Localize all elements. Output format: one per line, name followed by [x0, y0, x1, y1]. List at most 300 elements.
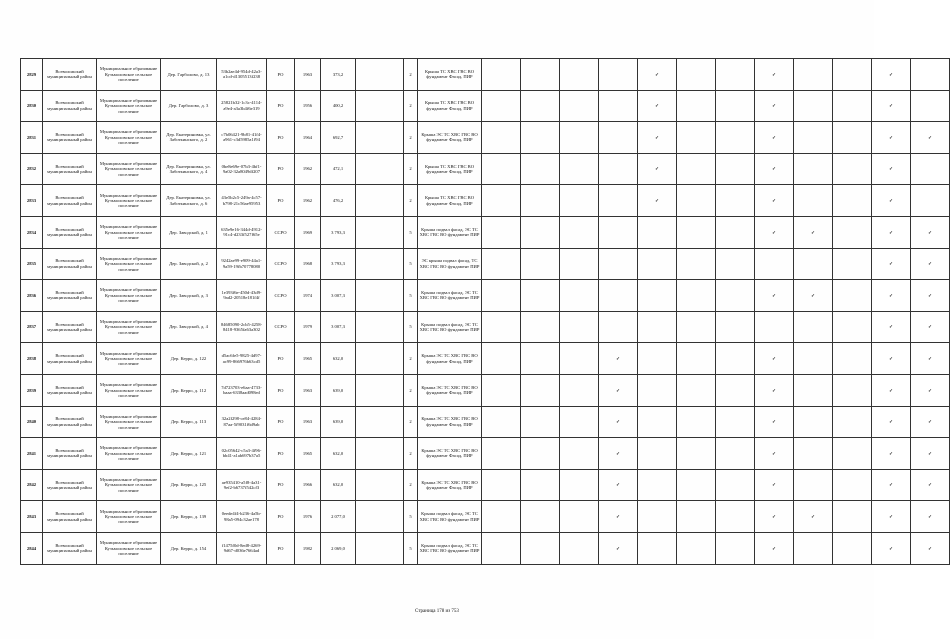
- empty-check-cell: [716, 438, 755, 470]
- empty-check-cell: [716, 532, 755, 564]
- blank-cell: [356, 280, 404, 312]
- check-mark-icon: ✓: [755, 185, 794, 217]
- check-mark-icon: ✓: [755, 406, 794, 438]
- check-mark-icon: ✓: [755, 438, 794, 470]
- check-mark-icon: ✓: [599, 406, 638, 438]
- address-cell: Дер. Екатериновка, ул. Заботкинского, д. 6: [161, 185, 217, 217]
- floors-cell: 2: [404, 185, 418, 217]
- empty-check-cell: [716, 153, 755, 185]
- area-cell: 2 077,0: [321, 501, 356, 533]
- empty-check-cell: [560, 153, 599, 185]
- empty-check-cell: [911, 185, 950, 217]
- municipality-cell: Муниципальное образование Кузьмоловское сельское поселение: [97, 185, 161, 217]
- address-cell: Дер. Заводской, д. 4: [161, 311, 217, 343]
- check-mark-icon: ✓: [911, 311, 950, 343]
- check-mark-icon: ✓: [872, 90, 911, 122]
- floors-cell: 2: [404, 59, 418, 91]
- blank-cell: [356, 469, 404, 501]
- empty-check-cell: [794, 59, 833, 91]
- house-guid-cell: 635e9e16-344d-4912-91c4-d233f527f65e: [217, 216, 267, 248]
- works-cell: Крыша ЭС ТС ХВС ГВС ВО фундамент Фасад, ПИР: [418, 343, 482, 375]
- district-cell: Всеволожский муниципальный район: [43, 90, 97, 122]
- municipality-cell: Муниципальное образование Кузьмоловское сельское поселение: [97, 438, 161, 470]
- address-cell: Дер. Керро, д. 154: [161, 532, 217, 564]
- build-year-cell: 1965: [295, 343, 321, 375]
- empty-check-cell: [560, 532, 599, 564]
- empty-check-cell: [794, 122, 833, 154]
- municipality-cell: Муниципальное образование Кузьмоловское сельское поселение: [97, 153, 161, 185]
- house-guid-cell: f1475f0d-8ed8-4269-9d67-d036e7664ad: [217, 532, 267, 564]
- district-cell: Всеволожский муниципальный район: [43, 469, 97, 501]
- house-guid-cell: 02c05642-c5a3-4f96-bb41-a1ab697b37a5: [217, 438, 267, 470]
- works-cell: Крыша ЭС ТС ХВС ГВС ВО фундамент Фасад, ПИР: [418, 438, 482, 470]
- empty-check-cell: [560, 469, 599, 501]
- empty-check-cell: [521, 343, 560, 375]
- works-cell: Крыша ЭС ТС ХВС ГВС ВО фундамент Фасад, ПИР: [418, 406, 482, 438]
- row-number: 2829: [21, 59, 43, 91]
- empty-check-cell: [560, 59, 599, 91]
- municipality-cell: Муниципальное образование Кузьмоловское сельское поселение: [97, 374, 161, 406]
- address-cell: Дер. Заводской, д. 3: [161, 280, 217, 312]
- empty-check-cell: [560, 90, 599, 122]
- check-mark-icon: ✓: [638, 153, 677, 185]
- empty-check-cell: [833, 311, 872, 343]
- wall-type-cell: РО: [267, 532, 295, 564]
- empty-check-cell: [482, 343, 521, 375]
- empty-check-cell: [677, 248, 716, 280]
- municipality-cell: Муниципальное образование Кузьмоловское сельское поселение: [97, 311, 161, 343]
- floors-cell: 2: [404, 153, 418, 185]
- works-cell: Крыша подвал фасад, ЭС ТС ХВС ГВС ВО фундамент ПИР: [418, 311, 482, 343]
- floors-cell: 2: [404, 438, 418, 470]
- municipality-cell: Муниципальное образование Кузьмоловское сельское поселение: [97, 280, 161, 312]
- check-mark-icon: ✓: [599, 438, 638, 470]
- empty-check-cell: [482, 280, 521, 312]
- build-year-cell: 1963: [295, 374, 321, 406]
- house-guid-cell: 25821b32-1c3c-4114-a9e4-a3a3b4f6e319: [217, 90, 267, 122]
- empty-check-cell: [677, 153, 716, 185]
- house-guid-cell: ae935410-a5f8-4a31-9ef2-b6737f542cf3: [217, 469, 267, 501]
- floors-cell: 2: [404, 122, 418, 154]
- works-cell: Крыша ЭС ТС ХВС ГВС ВО фундамент Фасад, ПИР: [418, 122, 482, 154]
- district-cell: Всеволожский муниципальный район: [43, 438, 97, 470]
- empty-check-cell: [794, 153, 833, 185]
- check-mark-icon: ✓: [755, 469, 794, 501]
- house-guid-cell: 32a2f298-ce84-4284-87aa-5f9031f6d9ab: [217, 406, 267, 438]
- empty-check-cell: [638, 343, 677, 375]
- empty-check-cell: [833, 501, 872, 533]
- empty-check-cell: [521, 501, 560, 533]
- floors-cell: 2: [404, 406, 418, 438]
- check-mark-icon: ✓: [599, 532, 638, 564]
- empty-check-cell: [677, 311, 716, 343]
- row-number: 2830: [21, 90, 43, 122]
- blank-cell: [356, 406, 404, 438]
- check-mark-icon: ✓: [872, 532, 911, 564]
- check-mark-icon: ✓: [872, 343, 911, 375]
- empty-check-cell: [638, 438, 677, 470]
- area-cell: 400,2: [321, 90, 356, 122]
- empty-check-cell: [638, 374, 677, 406]
- empty-check-cell: [638, 280, 677, 312]
- check-mark-icon: ✓: [911, 406, 950, 438]
- empty-check-cell: [521, 280, 560, 312]
- empty-check-cell: [677, 532, 716, 564]
- empty-check-cell: [677, 374, 716, 406]
- check-mark-icon: ✓: [872, 501, 911, 533]
- check-mark-icon: ✓: [911, 374, 950, 406]
- works-cell: ЭС крыша подвал фасад, ТС ХВС ГВС ВО фундамент ПИР: [418, 248, 482, 280]
- empty-check-cell: [599, 248, 638, 280]
- wall-type-cell: РО: [267, 153, 295, 185]
- check-mark-icon: ✓: [599, 343, 638, 375]
- check-mark-icon: ✓: [755, 280, 794, 312]
- empty-check-cell: [560, 406, 599, 438]
- wall-type-cell: ССРО: [267, 248, 295, 280]
- empty-check-cell: [716, 122, 755, 154]
- empty-check-cell: [638, 311, 677, 343]
- empty-check-cell: [677, 59, 716, 91]
- check-mark-icon: ✓: [911, 469, 950, 501]
- empty-check-cell: [638, 469, 677, 501]
- empty-check-cell: [560, 438, 599, 470]
- row-number: 2832: [21, 153, 43, 185]
- district-cell: Всеволожский муниципальный район: [43, 153, 97, 185]
- empty-check-cell: [482, 248, 521, 280]
- empty-check-cell: [716, 469, 755, 501]
- check-mark-icon: ✓: [872, 469, 911, 501]
- check-mark-icon: ✓: [872, 406, 911, 438]
- check-mark-icon: ✓: [872, 311, 911, 343]
- empty-check-cell: [794, 469, 833, 501]
- row-number: 2839: [21, 374, 43, 406]
- table-row: [21, 311, 950, 343]
- register-table: [20, 58, 950, 565]
- empty-check-cell: [716, 406, 755, 438]
- check-mark-icon: ✓: [872, 59, 911, 91]
- empty-check-cell: [482, 59, 521, 91]
- check-mark-icon: ✓: [599, 469, 638, 501]
- empty-check-cell: [482, 185, 521, 217]
- empty-check-cell: [716, 185, 755, 217]
- empty-check-cell: [521, 248, 560, 280]
- empty-check-cell: [716, 501, 755, 533]
- empty-check-cell: [521, 59, 560, 91]
- municipality-cell: Муниципальное образование Кузьмоловское сельское поселение: [97, 343, 161, 375]
- house-guid-cell: c7b06421-9b81-41f4-a961-c3d5985a1f94: [217, 122, 267, 154]
- empty-check-cell: [482, 122, 521, 154]
- empty-check-cell: [638, 501, 677, 533]
- empty-check-cell: [599, 280, 638, 312]
- address-cell: Дер. Гарболово, д. 3: [161, 90, 217, 122]
- check-mark-icon: ✓: [872, 280, 911, 312]
- empty-check-cell: [716, 216, 755, 248]
- build-year-cell: 1974: [295, 280, 321, 312]
- check-mark-icon: ✓: [755, 374, 794, 406]
- empty-check-cell: [833, 532, 872, 564]
- blank-cell: [356, 374, 404, 406]
- empty-check-cell: [677, 122, 716, 154]
- district-cell: Всеволожский муниципальный район: [43, 248, 97, 280]
- blank-cell: [356, 501, 404, 533]
- floors-cell: 2: [404, 90, 418, 122]
- wall-type-cell: РО: [267, 59, 295, 91]
- empty-check-cell: [482, 311, 521, 343]
- table-row: [21, 438, 950, 470]
- area-cell: 639,0: [321, 374, 356, 406]
- blank-cell: [356, 90, 404, 122]
- address-cell: Дер. Керро, д. 125: [161, 469, 217, 501]
- area-cell: 632,0: [321, 469, 356, 501]
- house-guid-cell: 0eede4f4-b236-4a5b-98a5-094c32ae178: [217, 501, 267, 533]
- house-guid-cell: 7d723703-e6aa-4733-baaa-6338aad098ed: [217, 374, 267, 406]
- wall-type-cell: РО: [267, 185, 295, 217]
- empty-check-cell: [716, 59, 755, 91]
- build-year-cell: 1965: [295, 438, 321, 470]
- empty-check-cell: [833, 216, 872, 248]
- works-cell: Крыша подвал фасад, ЭС ТС ХВС ГВС ВО фундамент ПИР: [418, 280, 482, 312]
- wall-type-cell: ССРО: [267, 280, 295, 312]
- municipality-cell: Муниципальное образование Кузьмоловское сельское поселение: [97, 122, 161, 154]
- check-mark-icon: ✓: [794, 216, 833, 248]
- empty-check-cell: [794, 311, 833, 343]
- build-year-cell: 1968: [295, 248, 321, 280]
- row-number: 2833: [21, 185, 43, 217]
- empty-check-cell: [833, 343, 872, 375]
- municipality-cell: Муниципальное образование Кузьмоловское сельское поселение: [97, 406, 161, 438]
- empty-check-cell: [677, 216, 716, 248]
- empty-check-cell: [677, 343, 716, 375]
- empty-check-cell: [794, 374, 833, 406]
- district-cell: Всеволожский муниципальный район: [43, 374, 97, 406]
- works-cell: Крыша ТС ХВС ГВС ВО фундамент Фасад, ПИР: [418, 90, 482, 122]
- empty-check-cell: [794, 406, 833, 438]
- build-year-cell: 1976: [295, 501, 321, 533]
- blank-cell: [356, 343, 404, 375]
- table-row: [21, 90, 950, 122]
- row-number: 2836: [21, 280, 43, 312]
- municipality-cell: Муниципальное образование Кузьмоловское сельское поселение: [97, 469, 161, 501]
- blank-cell: [356, 532, 404, 564]
- address-cell: Дер. Заводской, д. 2: [161, 248, 217, 280]
- empty-check-cell: [677, 469, 716, 501]
- table-row: [21, 153, 950, 185]
- build-year-cell: 1979: [295, 311, 321, 343]
- empty-check-cell: [833, 90, 872, 122]
- table-row: [21, 501, 950, 533]
- build-year-cell: 1966: [295, 469, 321, 501]
- empty-check-cell: [677, 406, 716, 438]
- empty-check-cell: [560, 374, 599, 406]
- house-guid-cell: 0be8e69e-07b3-4bf1-9a02-32a8049df207: [217, 153, 267, 185]
- works-cell: Крыша ТС ХВС ГВС ВО фундамент Фасад, ПИР: [418, 153, 482, 185]
- wall-type-cell: РО: [267, 406, 295, 438]
- empty-check-cell: [482, 374, 521, 406]
- district-cell: Всеволожский муниципальный район: [43, 185, 97, 217]
- works-cell: Крыша подвал фасад, ЭС ТС ХВС ГВС ВО фундамент ПИР: [418, 216, 482, 248]
- wall-type-cell: РО: [267, 343, 295, 375]
- table-row: [21, 406, 950, 438]
- address-cell: Дер. Керро, д. 112: [161, 374, 217, 406]
- table-row: [21, 248, 950, 280]
- municipality-cell: Муниципальное образование Кузьмоловское сельское поселение: [97, 501, 161, 533]
- check-mark-icon: ✓: [911, 122, 950, 154]
- district-cell: Всеволожский муниципальный район: [43, 406, 97, 438]
- empty-check-cell: [521, 90, 560, 122]
- municipality-cell: Муниципальное образование Кузьмоловское сельское поселение: [97, 532, 161, 564]
- check-mark-icon: ✓: [794, 280, 833, 312]
- empty-check-cell: [833, 374, 872, 406]
- empty-check-cell: [482, 532, 521, 564]
- empty-check-cell: [833, 469, 872, 501]
- works-cell: Крыша подвал фасад, ЭС ТС ХВС ГВС ВО фундамент ПИР: [418, 532, 482, 564]
- area-cell: 472,1: [321, 153, 356, 185]
- district-cell: Всеволожский муниципальный район: [43, 216, 97, 248]
- area-cell: 3 793,3: [321, 216, 356, 248]
- blank-cell: [356, 311, 404, 343]
- check-mark-icon: ✓: [755, 532, 794, 564]
- empty-check-cell: [482, 438, 521, 470]
- check-mark-icon: ✓: [872, 122, 911, 154]
- empty-check-cell: [833, 406, 872, 438]
- empty-check-cell: [833, 122, 872, 154]
- build-year-cell: 1963: [295, 406, 321, 438]
- area-cell: 2 069,0: [321, 532, 356, 564]
- blank-cell: [356, 438, 404, 470]
- empty-check-cell: [794, 248, 833, 280]
- empty-check-cell: [560, 248, 599, 280]
- house-guid-cell: 43e5b2c5-249a-4c57-b798-21c56ae95953: [217, 185, 267, 217]
- empty-check-cell: [521, 374, 560, 406]
- check-mark-icon: ✓: [872, 185, 911, 217]
- table-row: [21, 343, 950, 375]
- empty-check-cell: [521, 438, 560, 470]
- check-mark-icon: ✓: [599, 501, 638, 533]
- blank-cell: [356, 153, 404, 185]
- area-cell: 3 793,3: [321, 248, 356, 280]
- table-row: [21, 122, 950, 154]
- check-mark-icon: ✓: [911, 532, 950, 564]
- build-year-cell: 1969: [295, 216, 321, 248]
- empty-check-cell: [794, 438, 833, 470]
- check-mark-icon: ✓: [872, 374, 911, 406]
- area-cell: 373,2: [321, 59, 356, 91]
- floors-cell: 5: [404, 216, 418, 248]
- empty-check-cell: [599, 216, 638, 248]
- empty-check-cell: [716, 374, 755, 406]
- works-cell: Крыша ЭС ТС ХВС ГВС ВО фундамент Фасад, ПИР: [418, 374, 482, 406]
- empty-check-cell: [560, 280, 599, 312]
- empty-check-cell: [599, 185, 638, 217]
- empty-check-cell: [521, 185, 560, 217]
- check-mark-icon: ✓: [911, 343, 950, 375]
- district-cell: Всеволожский муниципальный район: [43, 280, 97, 312]
- empty-check-cell: [794, 343, 833, 375]
- wall-type-cell: РО: [267, 90, 295, 122]
- row-number: 2840: [21, 406, 43, 438]
- empty-check-cell: [599, 90, 638, 122]
- works-cell: Крыша ТС ХВС ГВС ВО фундамент Фасад, ПИР: [418, 185, 482, 217]
- house-guid-cell: 1e393f6e-450d-43d9-9ad2-20518e181f4f: [217, 280, 267, 312]
- table-row: [21, 469, 950, 501]
- empty-check-cell: [560, 311, 599, 343]
- blank-cell: [356, 59, 404, 91]
- check-mark-icon: ✓: [911, 280, 950, 312]
- empty-check-cell: [911, 90, 950, 122]
- wall-type-cell: ССРО: [267, 311, 295, 343]
- empty-check-cell: [482, 469, 521, 501]
- empty-check-cell: [521, 406, 560, 438]
- row-number: 2843: [21, 501, 43, 533]
- area-cell: 632,0: [321, 343, 356, 375]
- build-year-cell: 1982: [295, 532, 321, 564]
- address-cell: Дер. Керро, д. 122: [161, 343, 217, 375]
- check-mark-icon: ✓: [872, 248, 911, 280]
- check-mark-icon: ✓: [599, 374, 638, 406]
- row-number: 2831: [21, 122, 43, 154]
- floors-cell: 5: [404, 311, 418, 343]
- floors-cell: 2: [404, 374, 418, 406]
- empty-check-cell: [521, 153, 560, 185]
- empty-check-cell: [482, 153, 521, 185]
- empty-check-cell: [755, 248, 794, 280]
- district-cell: Всеволожский муниципальный район: [43, 311, 97, 343]
- blank-cell: [356, 122, 404, 154]
- row-number: 2844: [21, 532, 43, 564]
- table-row: [21, 532, 950, 564]
- empty-check-cell: [560, 185, 599, 217]
- blank-cell: [356, 185, 404, 217]
- works-cell: Крыша ТС ХВС ГВС ВО фундамент Фасад, ПИР: [418, 59, 482, 91]
- empty-check-cell: [482, 406, 521, 438]
- floors-cell: 5: [404, 501, 418, 533]
- row-number: 2841: [21, 438, 43, 470]
- check-mark-icon: ✓: [911, 216, 950, 248]
- empty-check-cell: [716, 280, 755, 312]
- row-number: 2838: [21, 343, 43, 375]
- check-mark-icon: ✓: [911, 248, 950, 280]
- empty-check-cell: [833, 438, 872, 470]
- empty-check-cell: [716, 343, 755, 375]
- page-footer: Страница 178 из 753: [415, 609, 459, 614]
- check-mark-icon: ✓: [638, 122, 677, 154]
- floors-cell: 5: [404, 248, 418, 280]
- district-cell: Всеволожский муниципальный район: [43, 501, 97, 533]
- floors-cell: 5: [404, 280, 418, 312]
- blank-cell: [356, 248, 404, 280]
- area-cell: 692,7: [321, 122, 356, 154]
- check-mark-icon: ✓: [755, 122, 794, 154]
- empty-check-cell: [521, 311, 560, 343]
- wall-type-cell: РО: [267, 469, 295, 501]
- empty-check-cell: [521, 469, 560, 501]
- table-row: [21, 216, 950, 248]
- municipality-cell: Муниципальное образование Кузьмоловское сельское поселение: [97, 90, 161, 122]
- empty-check-cell: [755, 311, 794, 343]
- address-cell: Дер. Заводской, д. 1: [161, 216, 217, 248]
- empty-check-cell: [599, 122, 638, 154]
- house-guid-cell: 53b2ae4d-954d-42a3-a1cd-d1305513f238: [217, 59, 267, 91]
- empty-check-cell: [794, 532, 833, 564]
- municipality-cell: Муниципальное образование Кузьмоловское сельское поселение: [97, 216, 161, 248]
- empty-check-cell: [482, 216, 521, 248]
- district-cell: Всеволожский муниципальный район: [43, 59, 97, 91]
- address-cell: Дер. Керро, д. 121: [161, 438, 217, 470]
- district-cell: Всеволожский муниципальный район: [43, 122, 97, 154]
- empty-check-cell: [521, 122, 560, 154]
- row-number: 2842: [21, 469, 43, 501]
- address-cell: Дер. Керро, д. 139: [161, 501, 217, 533]
